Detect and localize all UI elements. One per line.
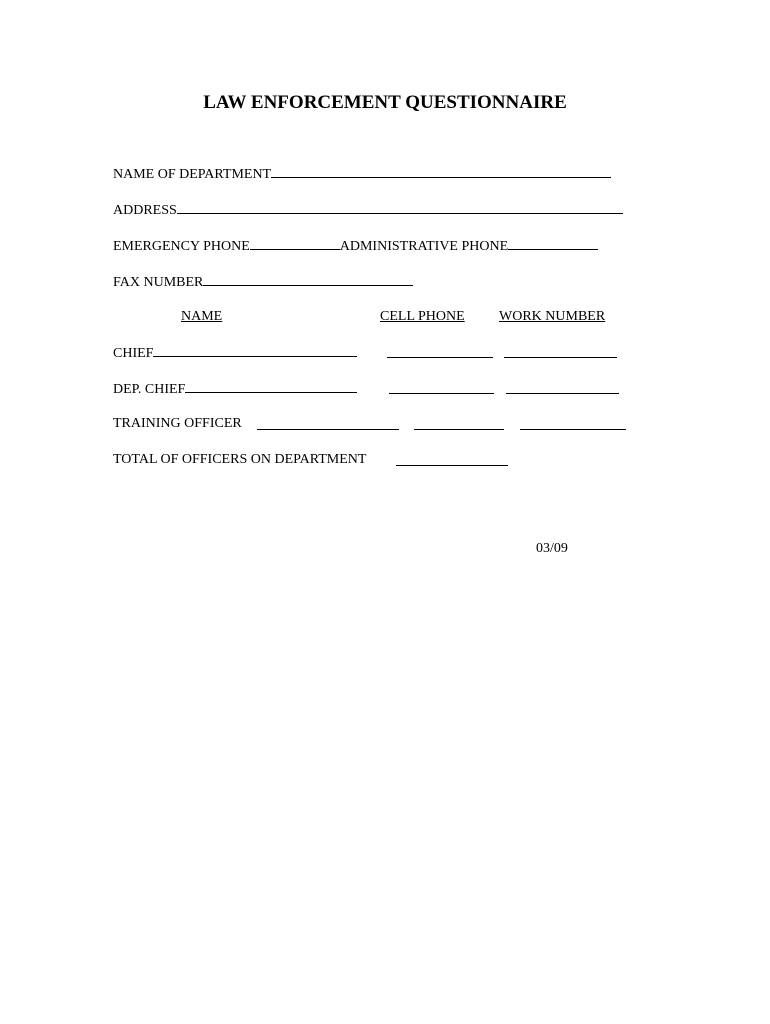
emergency-phone-label: EMERGENCY PHONE — [113, 239, 250, 254]
dep-chief-cell-field[interactable] — [389, 393, 494, 394]
form-title: LAW ENFORCEMENT QUESTIONNAIRE — [203, 92, 567, 113]
chief-row — [113, 344, 357, 362]
emergency-phone-field[interactable] — [250, 237, 340, 250]
column-header-work-number: WORK NUMBER — [499, 309, 606, 324]
total-officers-field[interactable] — [396, 465, 508, 466]
address-row — [113, 201, 623, 219]
total-officers-row — [113, 452, 366, 468]
fax-field[interactable] — [203, 273, 413, 286]
fax-label: FAX NUMBER — [113, 275, 204, 290]
column-header-cell-phone: CELL PHONE — [380, 309, 465, 324]
column-header-name: NAME — [181, 309, 223, 324]
dep-chief-name-field[interactable] — [185, 380, 357, 393]
chief-name-field[interactable] — [153, 344, 357, 357]
training-officer-label: TRAINING OFFICER — [113, 416, 242, 431]
chief-label: CHIEF — [113, 346, 154, 361]
revision-date: 03/09 — [536, 541, 568, 556]
training-officer-name-field[interactable] — [257, 429, 399, 430]
department-label: NAME OF DEPARTMENT — [113, 167, 272, 182]
dep-chief-row — [113, 380, 357, 398]
department-row — [113, 165, 611, 183]
total-officers-label: TOTAL OF OFFICERS ON DEPARTMENT — [113, 452, 367, 467]
fax-row — [113, 273, 413, 291]
administrative-phone-field[interactable] — [508, 237, 598, 250]
address-field[interactable] — [177, 201, 623, 214]
chief-work-field[interactable] — [504, 357, 617, 358]
department-field[interactable] — [271, 165, 611, 178]
chief-cell-field[interactable] — [387, 357, 493, 358]
training-officer-work-field[interactable] — [520, 429, 626, 430]
phones-row — [113, 237, 598, 255]
dep-chief-label: DEP. CHIEF — [113, 382, 186, 397]
administrative-phone-label: ADMINISTRATIVE PHONE — [339, 239, 509, 254]
training-officer-row — [113, 416, 242, 432]
address-label: ADDRESS — [113, 203, 177, 218]
dep-chief-work-field[interactable] — [506, 393, 619, 394]
training-officer-cell-field[interactable] — [414, 429, 504, 430]
